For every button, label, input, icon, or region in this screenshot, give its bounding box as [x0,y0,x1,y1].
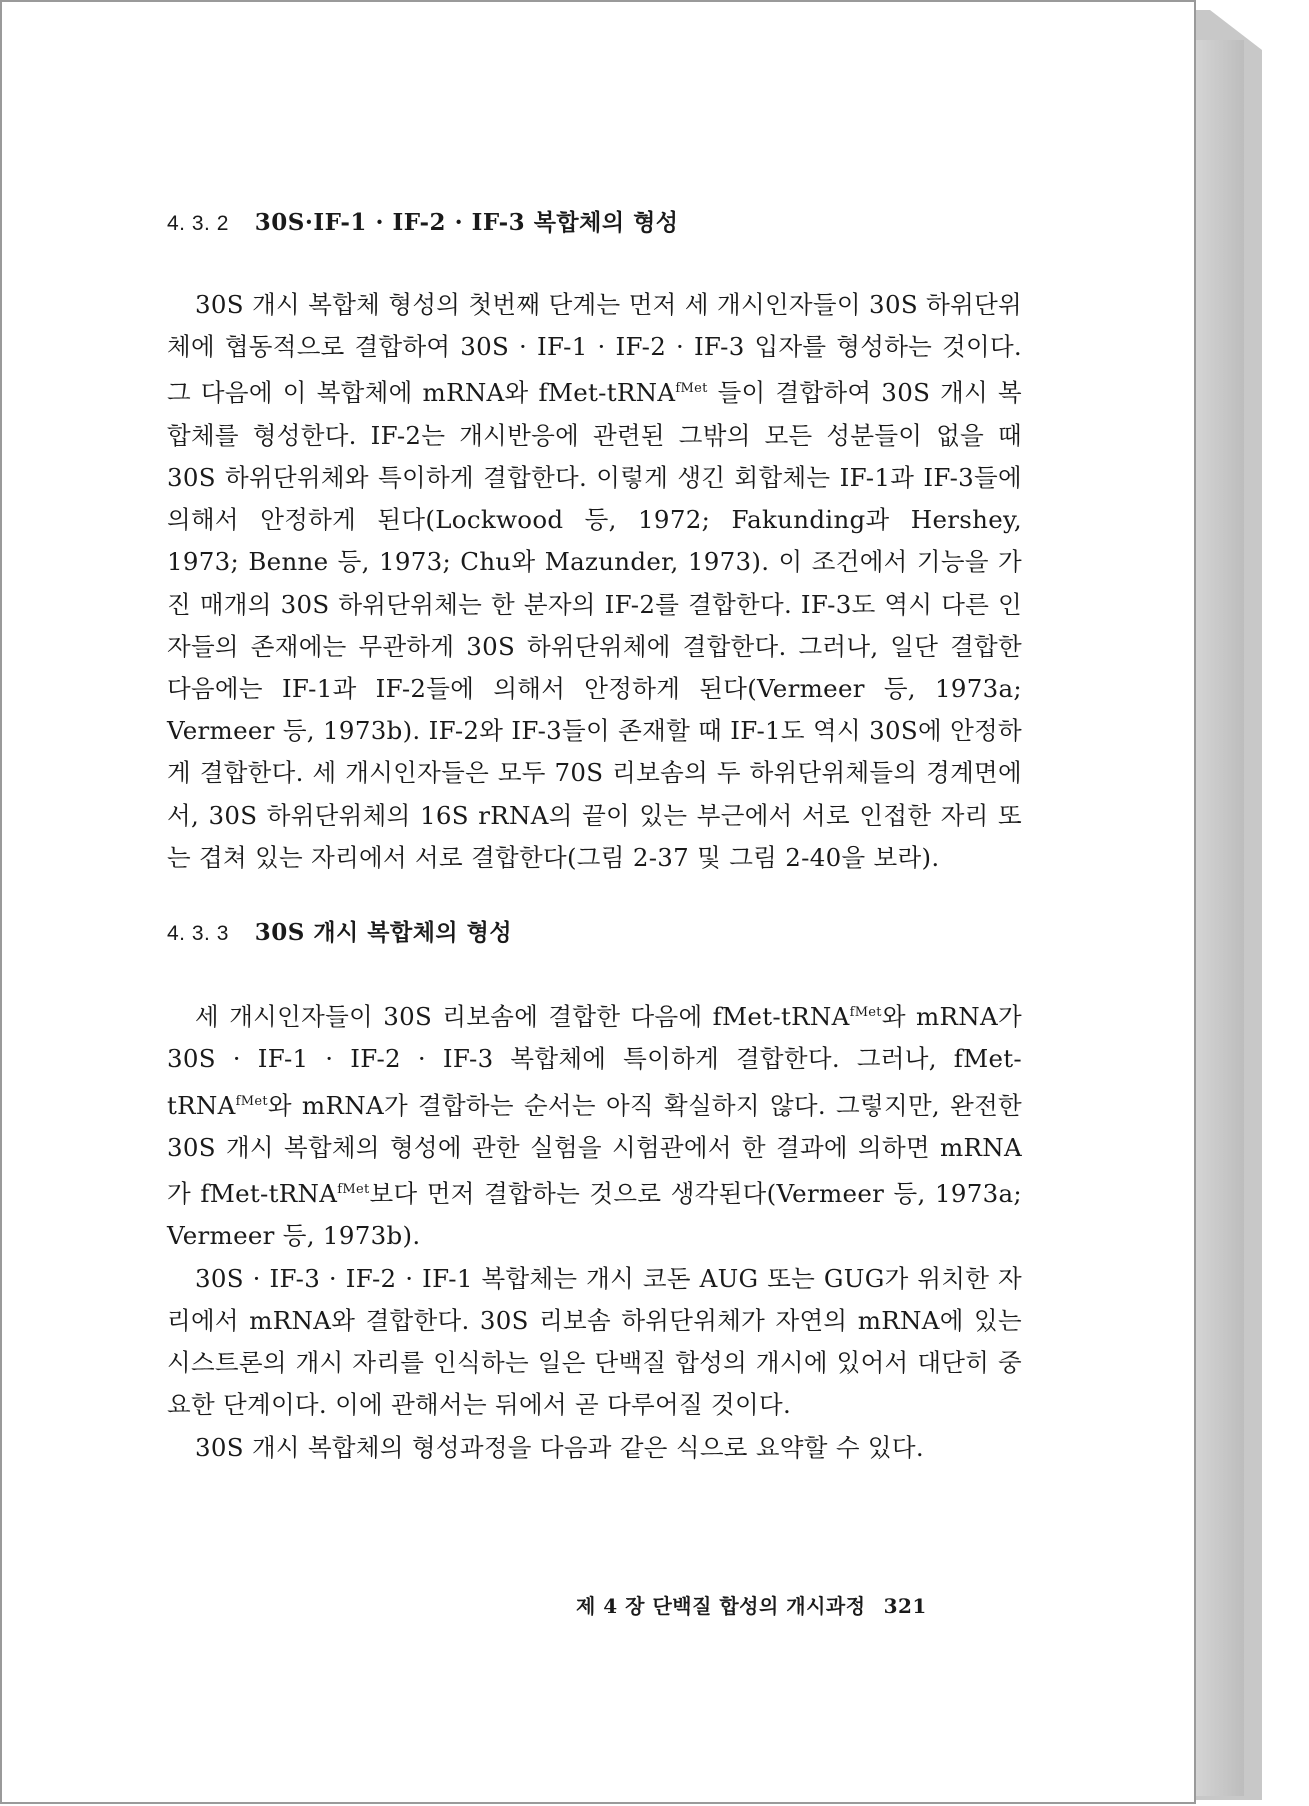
section-number: 4. 3. 3 [167,922,229,945]
paragraph: 30S 개시 복합체의 형성과정을 다음과 같은 식으로 요약할 수 있다. [195,1432,924,1462]
paragraph: 세 개시인자들이 30S 리보솜에 결합한 다음에 fMet-tRNA$^{fMet}$와 mRNA가 30S · IF-1 · IF-2 · IF-3 복합체에 특이하게 결합한다. 그러나, fMet-tRNA$^{fMet}$와 mRNA가 결합하는 순서는 아직 확실하지 않다. 그렇지만, 완전한 30S 개시 복합체의 형성에 관한 실험을 시험관에서 한 결과에 의하면 mRNA가 fMet-tRNA$^{fMet}$보다 먼저 결합하는 것으로 생각된다(Vermeer 등, 1973a; Vermeer 등, 1973b). [167,1002,1022,1251]
running-footer [576,1590,927,1619]
paragraph: 30S 개시 복합체 형성의 첫번째 단계는 먼저 세 개시인자들이 30S 하위단위체에 협동적으로 결합하여 30S · IF-1 · IF-2 · IF-3 입자를 형성하는 것이다. 그 다음에 이 복합체에 mRNA와 fMet-tRNA$^{fMet}$ 들이 결합하여 30S 개시 복합체를 형성한다. IF-2는 개시반응에 관련된 그밖의 모든 성분들이 없을 때 30S 하위단위체와 특이하게 결합한다. 이렇게 생긴 회합체는 IF-1과 IF-3들에 의해서 안정하게 된다(Lockwood 등, 1972; Fakunding과 Hershey, 1973; Benne 등, 1973; Chu와 Mazunder, 1973). 이 조건에서 기능을 가진 매개의 30S 하위단위체는 한 분자의 IF-2를 결합한다. IF-3도 역시 다른 인자들의 존재에는 무관하게 30S 하위단위체에 결합한다. 그러나, 일단 결합한 다음에는 IF-1과 IF-2들에 의해서 안정하게 된다(Vermeer 등, 1973a; Vermeer 등, 1973b). IF-2와 IF-3들이 존재할 때 IF-1도 역시 30S에 안정하게 결합한다. 세 개시인자들은 모두 70S 리보솜의 두 하위단위체들의 경계면에서, 30S 하위단위체의 16S rRNA의 끝이 있는 부근에서 서로 인접한 자리 또는 겹쳐 있는 자리에서 서로 결합한다(그림 2-37 및 그림 2-40을 보라). [167,290,1022,872]
page-number: 321 [883,1594,927,1618]
page-content [167,207,1022,1469]
section-title: 30S 개시 복합체의 형성 [254,919,513,946]
book-edge-pages [1196,40,1244,1796]
section-heading-4-3-2 [167,207,1022,240]
section-heading-4-3-3 [167,917,1022,950]
paragraph: 30S · IF-3 · IF-2 · IF-1 복합체는 개시 코돈 AUG 또는 GUG가 위치한 자리에서 mRNA와 결합한다. 30S 리보솜 하위단위체가 자연의 mRNA에 있는 시스트론의 개시 자리를 인식하는 일은 단백질 합성의 개시에 있어서 대단히 중요한 단계이다. 이에 관해서는 뒤에서 곧 다루어질 것이다. [167,1263,1022,1420]
chapter-title: 제 4 장 단백질 합성의 개시과정 [576,1594,866,1618]
section-number: 4. 3. 2 [167,212,229,235]
section-title: 30S·IF-1 · IF-2 · IF-3 복합체의 형성 [254,209,679,236]
